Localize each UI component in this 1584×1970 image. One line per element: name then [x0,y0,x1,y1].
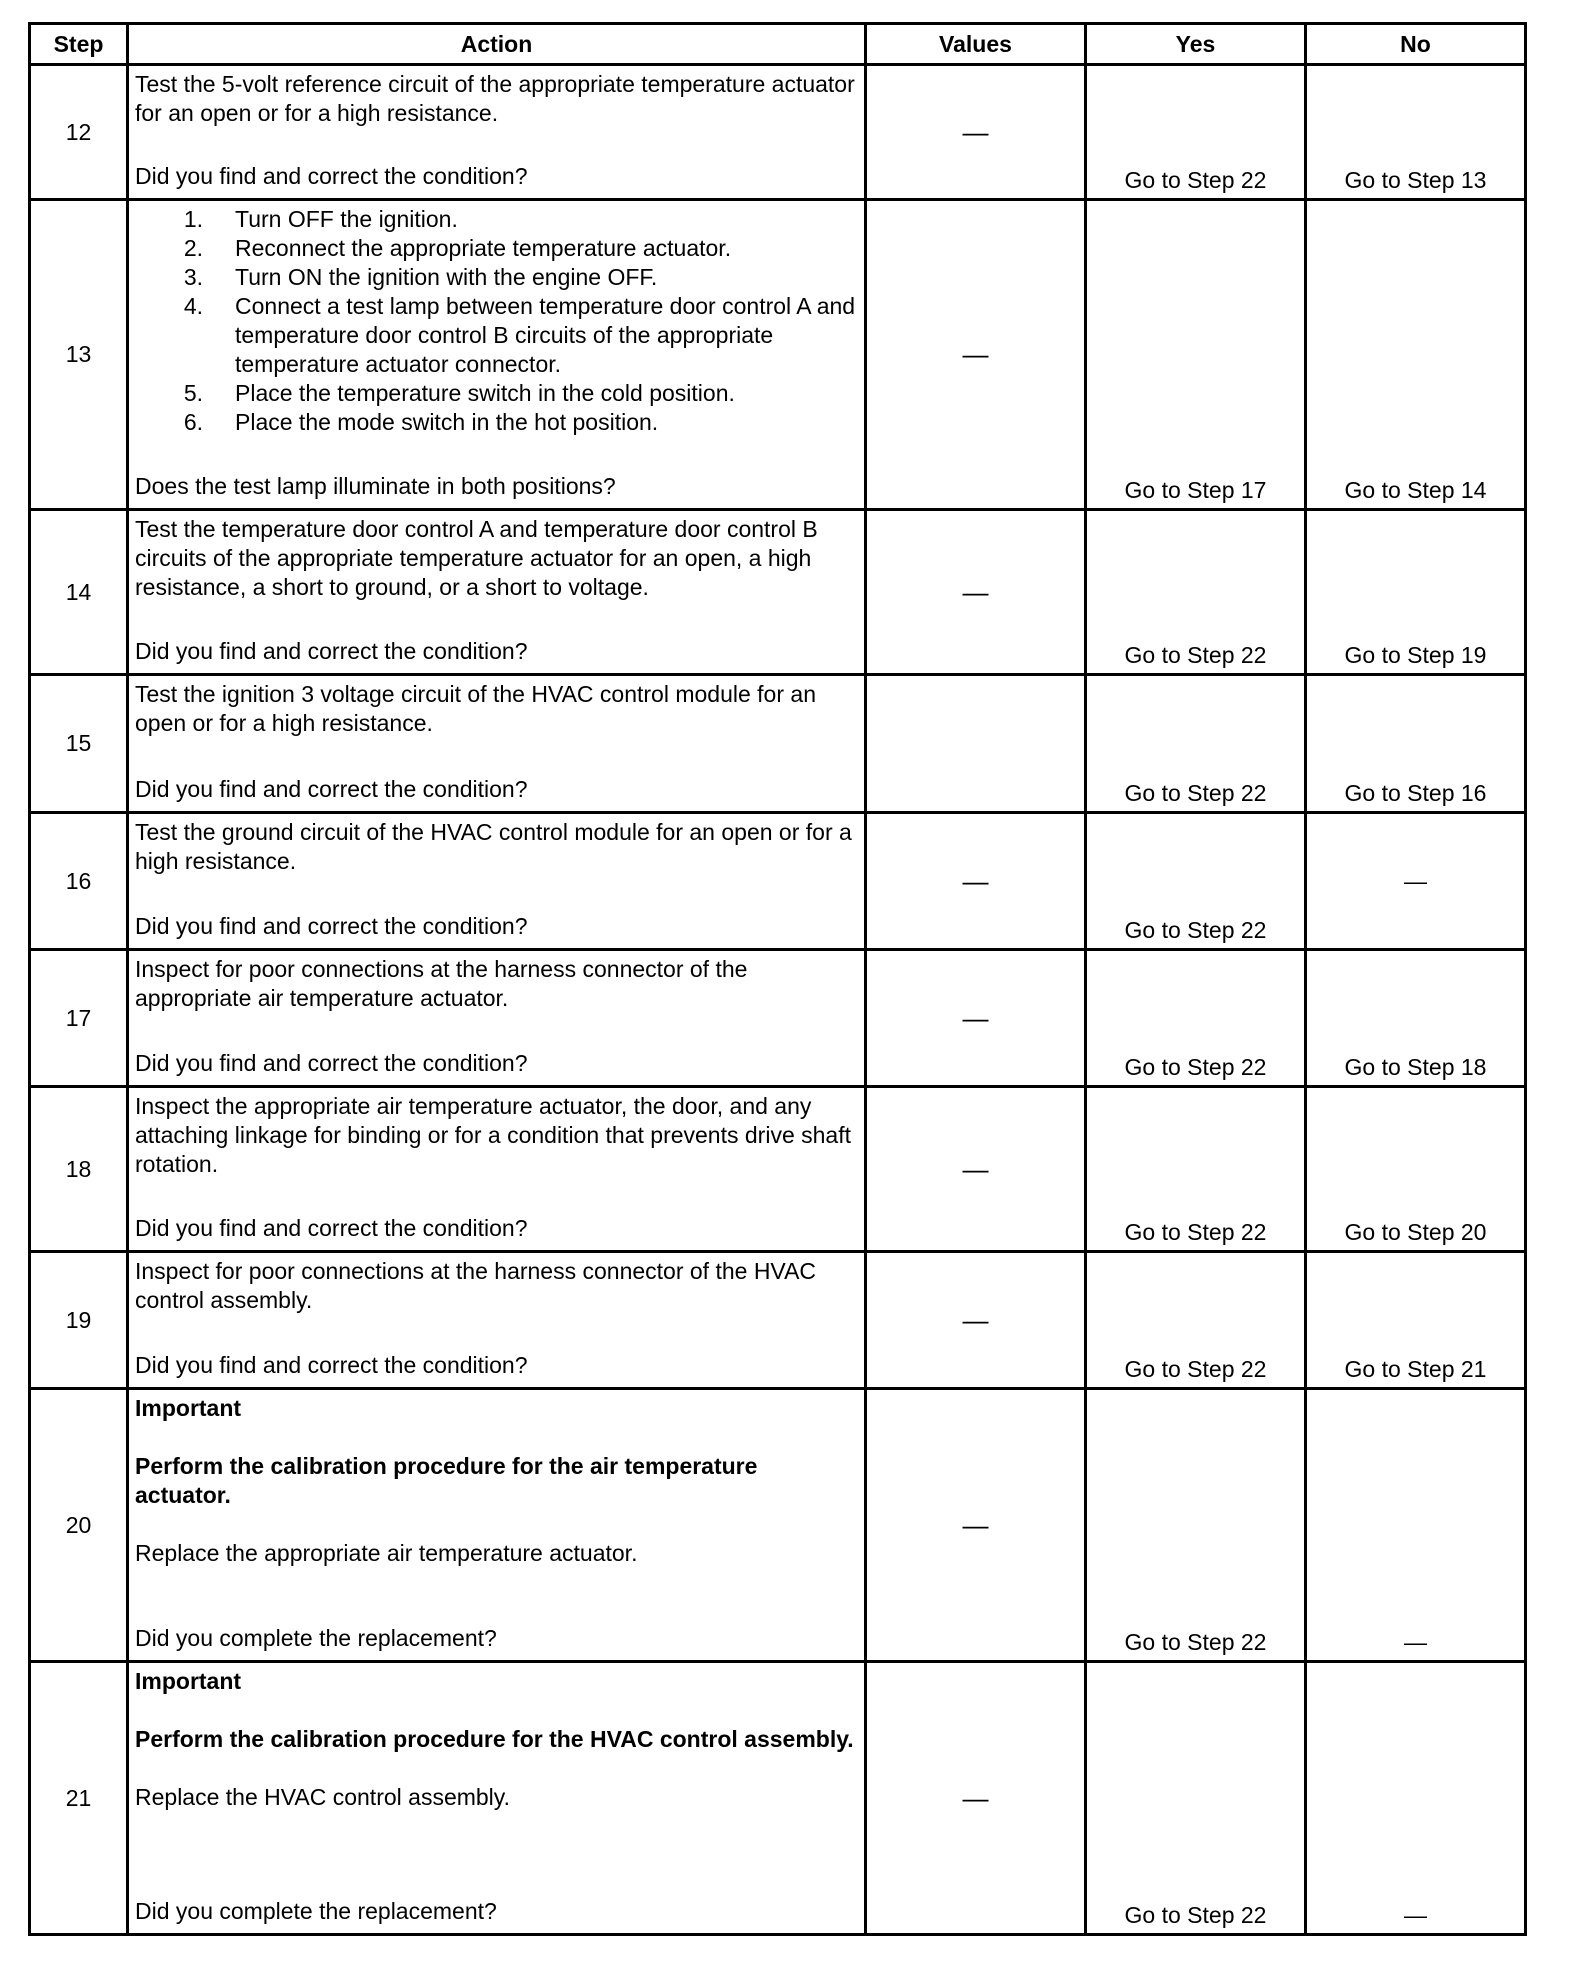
values-cell: — [866,200,1086,510]
action-question: Did you find and correct the condition? [135,1352,528,1378]
values-cell [866,675,1086,813]
no-cell: Go to Step 14 [1306,200,1526,510]
yes-cell: Go to Step 22 [1086,1087,1306,1252]
step-number: 16 [30,813,128,950]
action-question: Did you find and correct the condition? [135,638,528,664]
action-question: Did you find and correct the condition? [135,1215,528,1241]
values-cell: — [866,1087,1086,1252]
action-cell [128,65,866,200]
table-row [30,200,1526,510]
step-number: 12 [30,65,128,200]
action-text: Test the 5-volt reference circuit of the appropriate temperature actuator for an open or for a high resistance. [135,71,855,126]
step-number: 13 [30,200,128,510]
action-cell [128,950,866,1087]
action-question: Did you find and correct the condition? [135,776,528,802]
action-text: Inspect the appropriate air temperature actuator, the door, and any attaching linkage for binding or for a condition that prevents drive shaft rotation. [135,1093,851,1177]
table-row [30,1087,1526,1252]
no-cell: Go to Step 18 [1306,950,1526,1087]
action-text: Test the ground circuit of the HVAC control module for an open or for a high resistance. [135,819,852,874]
no-cell: Go to Step 19 [1306,510,1526,675]
header-values: Values [866,24,1086,65]
yes-cell: Go to Step 22 [1086,675,1306,813]
important-text: Perform the calibration procedure for the air temperature actuator. [135,1453,758,1508]
table-row [30,1389,1526,1662]
no-cell: Go to Step 21 [1306,1252,1526,1389]
step-number: 21 [30,1662,128,1935]
action-text: Replace the HVAC control assembly. [135,1784,510,1810]
action-text: Test the ignition 3 voltage circuit of the HVAC control module for an open or for a high resistance. [135,681,816,736]
values-cell: — [866,813,1086,950]
action-question: Did you find and correct the condition? [135,163,528,189]
step-number: 14 [30,510,128,675]
step-number: 19 [30,1252,128,1389]
step-number: 17 [30,950,128,1087]
step-number: 15 [30,675,128,813]
list-item: 3. Turn ON the ignition with the engine OFF. [183,264,658,290]
action-cell [128,675,866,813]
header-row [30,24,1526,65]
action-cell [128,1662,866,1935]
values-cell: — [866,1252,1086,1389]
action-steps-list [135,205,858,437]
values-cell: — [866,65,1086,200]
table-row [30,65,1526,200]
action-question: Did you find and correct the condition? [135,913,528,939]
action-question: Did you complete the replacement? [135,1898,497,1924]
no-cell: — [1306,813,1526,950]
values-cell: — [866,1389,1086,1662]
table-row [30,675,1526,813]
list-item: 6. Place the mode switch in the hot position. [183,409,659,435]
list-item: 4. Connect a test lamp between temperature door control A and temperature door control B circuits of the appropriate temperature actuator connector. [183,293,856,377]
list-item: 1. Turn OFF the ignition. [183,206,458,232]
yes-cell: Go to Step 17 [1086,200,1306,510]
action-cell [128,510,866,675]
values-cell: — [866,510,1086,675]
table-row [30,510,1526,675]
header-step: Step [30,24,128,65]
yes-cell: Go to Step 22 [1086,1389,1306,1662]
action-cell [128,1087,866,1252]
step-number: 18 [30,1087,128,1252]
action-text: Test the temperature door control A and temperature door control B circuits of the appropriate temperature actuator for an open, a high resistance, a short to ground, or a short to voltage. [135,516,818,600]
table-row [30,950,1526,1087]
diagnostic-table-page [28,22,1524,1936]
no-cell: Go to Step 16 [1306,675,1526,813]
yes-cell: Go to Step 22 [1086,950,1306,1087]
yes-cell: Go to Step 22 [1086,65,1306,200]
header-action: Action [128,24,866,65]
list-item: 2. Reconnect the appropriate temperature actuator. [183,235,732,261]
no-cell: Go to Step 20 [1306,1087,1526,1252]
no-cell: — [1306,1662,1526,1935]
header-no: No [1306,24,1526,65]
diagnostic-table [28,22,1527,1936]
yes-cell: Go to Step 22 [1086,813,1306,950]
no-cell: Go to Step 13 [1306,65,1526,200]
action-cell [128,1389,866,1662]
action-question: Did you find and correct the condition? [135,1050,528,1076]
action-cell [128,813,866,950]
action-text: Inspect for poor connections at the harness connector of the HVAC control assembly. [135,1258,817,1313]
yes-cell: Go to Step 22 [1086,510,1306,675]
important-text: Perform the calibration procedure for the HVAC control assembly. [135,1726,854,1752]
important-label: Important [135,1668,242,1694]
list-item: 5. Place the temperature switch in the cold position. [183,380,735,406]
table-row [30,1252,1526,1389]
step-number: 20 [30,1389,128,1662]
important-label: Important [135,1395,242,1421]
action-text: Replace the appropriate air temperature actuator. [135,1540,638,1566]
action-cell [128,1252,866,1389]
header-yes: Yes [1086,24,1306,65]
action-question: Did you complete the replacement? [135,1625,497,1651]
table-row [30,813,1526,950]
action-text: Inspect for poor connections at the harness connector of the appropriate air temperature actuator. [135,956,748,1011]
action-cell [128,200,866,510]
table-row [30,1662,1526,1935]
values-cell: — [866,950,1086,1087]
values-cell: — [866,1662,1086,1935]
yes-cell: Go to Step 22 [1086,1662,1306,1935]
yes-cell: Go to Step 22 [1086,1252,1306,1389]
no-cell: — [1306,1389,1526,1662]
action-question: Does the test lamp illuminate in both positions? [135,473,616,499]
